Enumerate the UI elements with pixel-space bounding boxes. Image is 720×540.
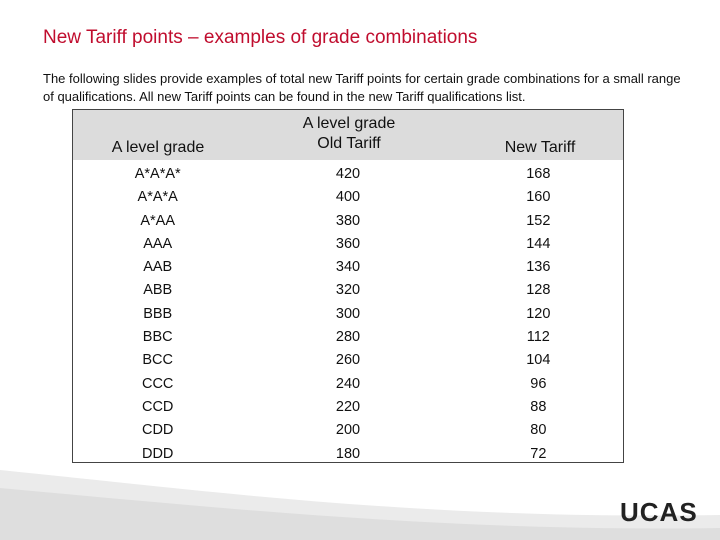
cell-old-tariff: 360 xyxy=(335,235,361,252)
header-grade: A level grade xyxy=(111,139,205,156)
cell-new-tariff: 96 xyxy=(530,375,547,392)
cell-new-tariff: 152 xyxy=(526,212,551,229)
intro-paragraph: The following slides provide examples of total new Tariff points for certain grade combinations for a small range of qualifications. All new Tariff points can be found in the new Tariff qualifications list. xyxy=(43,71,681,104)
table-row xyxy=(73,326,623,349)
slide-title: New Tariff points – examples of grade combinations xyxy=(43,27,478,48)
cell-grade: AAA xyxy=(143,235,173,252)
cell-grade: A*A*A xyxy=(137,189,178,206)
table-row xyxy=(73,256,623,279)
cell-new-tariff: 168 xyxy=(526,166,551,182)
cell-old-tariff: 320 xyxy=(335,282,361,299)
cell-old-tariff: 240 xyxy=(335,375,361,392)
cell-old-tariff: 300 xyxy=(335,305,361,322)
cell-old-tariff: 180 xyxy=(335,445,361,462)
cell-new-tariff: 128 xyxy=(526,282,551,299)
cell-grade: BCC xyxy=(142,352,173,369)
grade-combinations-table xyxy=(72,109,624,463)
cell-grade: AAB xyxy=(143,259,173,276)
table-row xyxy=(73,373,623,396)
cell-new-tariff: 72 xyxy=(530,445,547,462)
cell-old-tariff: 200 xyxy=(335,422,361,439)
cell-grade: A*AA xyxy=(140,212,176,229)
cell-old-tariff: 340 xyxy=(335,259,361,276)
cell-new-tariff: 136 xyxy=(526,259,551,276)
table-row xyxy=(73,349,623,372)
table-row xyxy=(73,396,623,419)
table-row xyxy=(73,233,623,256)
header-new-tariff: New Tariff xyxy=(504,139,576,156)
header-old-tariff-line2: Old Tariff xyxy=(317,135,381,152)
cell-new-tariff: 88 xyxy=(530,398,547,415)
cell-grade: BBB xyxy=(143,305,173,322)
cell-new-tariff: 104 xyxy=(526,352,551,369)
table-body xyxy=(73,163,623,466)
table-row xyxy=(73,210,623,233)
cell-new-tariff: 160 xyxy=(526,189,551,206)
decorative-swoosh xyxy=(0,460,720,540)
cell-grade: DDD xyxy=(141,445,174,462)
header-old-tariff-line1: A level grade xyxy=(302,115,396,132)
cell-grade: CCC xyxy=(141,375,174,392)
cell-old-tariff: 380 xyxy=(335,212,361,229)
cell-old-tariff: 280 xyxy=(335,329,361,346)
table-row xyxy=(73,303,623,326)
cell-new-tariff: 112 xyxy=(526,329,550,346)
cell-old-tariff: 220 xyxy=(335,398,361,415)
table-row xyxy=(73,163,623,186)
table-row xyxy=(73,186,623,209)
ucas-logo: UCAS xyxy=(620,497,698,527)
cell-new-tariff: 144 xyxy=(526,235,551,252)
cell-grade: A*A*A* xyxy=(134,166,181,182)
table-row xyxy=(73,419,623,442)
cell-grade: CCD xyxy=(141,398,174,415)
table-row xyxy=(73,279,623,302)
cell-new-tariff: 80 xyxy=(530,422,547,439)
cell-grade: BBC xyxy=(142,329,173,346)
table-header xyxy=(73,110,623,160)
cell-old-tariff: 260 xyxy=(335,352,361,369)
cell-old-tariff: 400 xyxy=(335,189,361,206)
cell-grade: CDD xyxy=(141,422,174,439)
cell-new-tariff: 120 xyxy=(526,305,551,322)
cell-grade: ABB xyxy=(143,282,173,299)
header-old-tariff xyxy=(243,114,455,154)
cell-old-tariff: 420 xyxy=(335,166,361,182)
